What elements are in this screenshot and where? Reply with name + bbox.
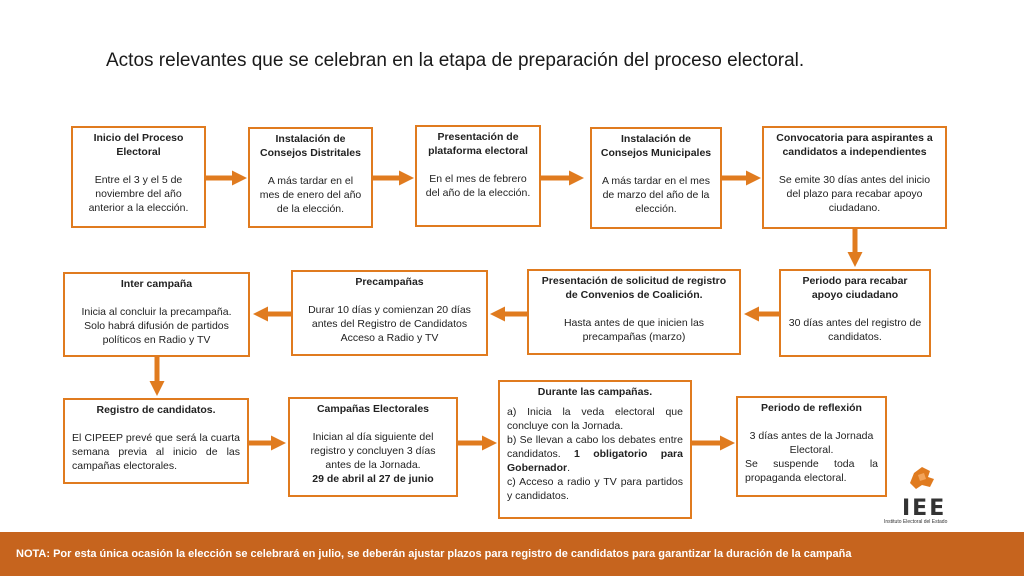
box-inter-campana [63, 272, 250, 357]
box-distritales-body: A más tardar en el mes de enero del año de la elección. [259, 175, 362, 215]
box-campanas-dates: 29 de abril al 27 de junio [312, 473, 434, 485]
box-coalicion-heading: Presentación de solicitud de registro de Convenios de Coalición. [541, 275, 727, 301]
box-convocatoria [762, 126, 947, 229]
box-inicio-proceso [71, 126, 206, 228]
logo-emblem-icon [910, 467, 934, 489]
box-consejos-municipales [590, 127, 722, 229]
box-convocatoria-body: Se emite 30 días antes del inicio del plazo para recabar apoyo ciudadano. [778, 174, 931, 214]
box-distritales-heading: Instalación de Consejos Distritales [260, 133, 361, 159]
box-campanas-electorales [288, 397, 458, 497]
box-municipales-body: A más tardar en el mes de marzo del año de la elección. [602, 175, 710, 215]
box-plataforma-body: En el mes de febrero del año de la elección. [425, 173, 531, 199]
box-precampanas [291, 270, 488, 356]
box-registro-candidatos [63, 398, 249, 484]
box-registro-heading: Registro de candidatos. [96, 404, 216, 416]
box-durante-heading: Durante las campañas. [537, 386, 653, 398]
logo-text: IEE [902, 496, 947, 521]
box-reflexion-body-2: Se suspende toda la propaganda electoral. [745, 458, 878, 484]
box-registro-body: El CIPEEP prevé que será la cuarta semana previa al inicio de las campañas electorales. [72, 432, 240, 472]
box-durante-item-b-bold: 1 obligatorio para Gobernador [507, 448, 683, 474]
box-intercampana-heading: Inter campaña [120, 278, 193, 290]
page-title: Actos relevantes que se celebran en la etapa de preparación del proceso electoral. [106, 50, 805, 71]
logo-caption: Instituto Electoral del Estado [884, 519, 948, 525]
box-plataforma-heading: Presentación de plataforma electoral [428, 131, 528, 157]
box-durante-campanas [498, 380, 692, 519]
iee-logo [880, 465, 990, 527]
box-durante-item-c: c) Acceso a radio y TV para partidos y candidatos. [507, 476, 683, 502]
box-municipales-heading: Instalación de Consejos Municipales [600, 133, 712, 159]
box-precampanas-heading: Precampañas [355, 276, 424, 288]
box-apoyo-ciudadano [779, 269, 931, 357]
box-apoyo-heading: Periodo para recabar apoyo ciudadano [802, 275, 908, 301]
box-convocatoria-heading: Convocatoria para aspirantes a candidatos a independientes [776, 132, 933, 158]
box-reflexion-heading: Periodo de reflexión [761, 402, 862, 414]
box-inicio-heading: Inicio del Proceso Electoral [93, 132, 184, 158]
box-plataforma-electoral [415, 125, 541, 227]
box-convenios-coalicion [527, 269, 741, 355]
box-consejos-distritales [248, 127, 373, 228]
box-durante-item-b-text: b) Se llevan a cabo los debates entre candidatos. [507, 434, 683, 460]
box-reflexion-body-1: 3 días antes de la Jornada Electoral. [749, 430, 874, 456]
box-campanas-heading: Campañas Electorales [316, 403, 430, 415]
box-periodo-reflexion [736, 396, 887, 497]
box-intercampana-body: Inicia al concluir la precampaña. Solo habrá difusión de partidos políticos en Radio y TV [81, 306, 232, 346]
box-campanas-body: Inician al día siguiente del registro y concluyen 3 días antes de la Jornada. [310, 431, 436, 471]
box-durante-list [507, 405, 683, 503]
box-durante-item-a: a) Inicia la veda electoral que concluye con la Jornada. [507, 406, 683, 432]
box-coalicion-body: Hasta antes de que inicien las precampañas (marzo) [563, 317, 705, 343]
box-apoyo-body: 30 días antes del registro de candidatos. [788, 317, 922, 343]
box-durante-item-b [507, 433, 683, 475]
box-durante-item-b-end: . [567, 462, 571, 474]
box-precampanas-body: Durar 10 días y comienzan 20 días antes del Registro de Candidatos Acceso a Radio y TV [308, 304, 471, 344]
footer-note: NOTA: Por esta única ocasión la elección se celebrará en julio, se deberán ajustar plazos para registro de candidatos para garantizar la duración de la campaña [16, 548, 852, 560]
box-inicio-body: Entre el 3 y el 5 de noviembre del año anterior a la elección. [88, 174, 189, 214]
